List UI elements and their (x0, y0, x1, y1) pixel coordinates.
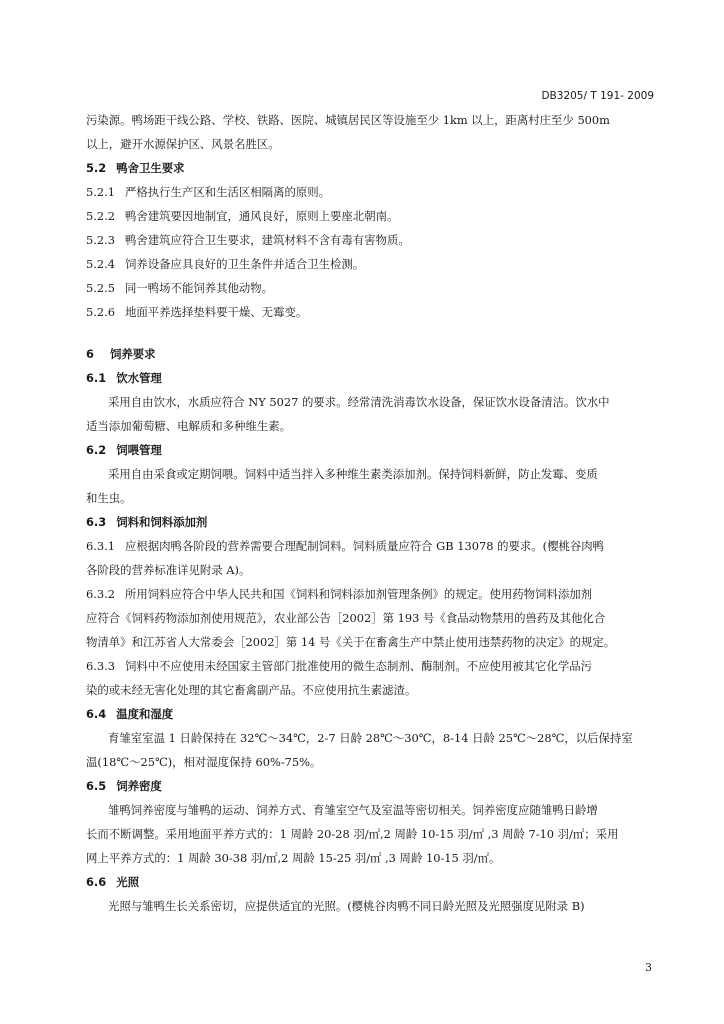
clause-number: 5.2.1 (86, 185, 115, 199)
clause-text: 温度和湿度 (116, 707, 174, 721)
clause-text: 应根据肉鸭各阶段的营养需要合理配制饲料。饲料质量应符合 GB 13078 的要求。(樱桃谷肉鸭 (124, 539, 605, 553)
clause-text: 饲料和饲料添加剂 (116, 515, 208, 529)
clause-text: 育雏室室温 1 日龄保持在 32℃～34℃，2-7 日龄 28℃～30℃，8-14 日龄 25℃～28℃，以后保持室 (108, 731, 633, 745)
clause-text: 鸭舍建筑应符合卫生要求，建筑材料不含有毒有害物质。 (124, 233, 410, 247)
subsection-heading (86, 370, 656, 386)
clause-number: 6.2 (86, 443, 107, 457)
section-heading (86, 346, 656, 362)
body-text-line (86, 730, 656, 746)
body-text-line (86, 826, 656, 842)
clause-item (86, 658, 656, 674)
clause-number: 5.2.3 (86, 233, 115, 247)
body-text-line (86, 898, 656, 914)
body-text-line (86, 610, 656, 626)
subsection-heading (86, 778, 656, 794)
body-text-line (86, 850, 656, 866)
clause-number: 5.2.5 (86, 281, 115, 295)
subsection-heading (86, 874, 656, 890)
document-id-header: DB3205/ T 191- 2009 (541, 90, 654, 102)
clause-text: 鸭舍建筑要因地制宜，通风良好，原则上要座北朝南。 (124, 209, 399, 223)
clause-text: 所用饲料应符合中华人民共和国《饲料和饲料添加剂管理条例》的规定。使用药物饲料添加剂 (124, 587, 593, 601)
clause-text: 适当添加葡萄糖、电解质和多种维生素。 (86, 419, 292, 433)
clause-number: 5.2.4 (86, 257, 115, 271)
clause-text: 温(18℃～25℃)，相对湿度保持 60%-75%。 (86, 755, 322, 769)
body-text-line (86, 682, 656, 698)
body-text-line (86, 562, 656, 578)
body-text-line (86, 466, 656, 482)
clause-text: 饲养设备应具良好的卫生条件并适合卫生检测。 (124, 257, 365, 271)
body-text-line (86, 802, 656, 818)
body-text-line (86, 136, 656, 152)
body-text-line (86, 418, 656, 434)
clause-text: 饲喂管理 (116, 443, 162, 457)
clause-item (86, 304, 656, 320)
body-text-line (86, 394, 656, 410)
clause-text: 污染源。鸭场距干线公路、学校、铁路、医院、城镇居民区等设施至少 1km 以上，距离村庄至少 500m (86, 113, 610, 127)
clause-text: 以上，避开水源保护区、风景名胜区。 (86, 137, 280, 151)
clause-number: 5.2.2 (86, 209, 115, 223)
clause-number: 6.3 (86, 515, 107, 529)
clause-number: 5.2 (86, 161, 107, 175)
clause-text: 饮水管理 (116, 371, 162, 385)
clause-item (86, 208, 656, 224)
clause-text: 应符合《饲料药物添加剂使用规范》，农业部公告［2002］第 193 号《食品动物禁用的兽药及其他化合 (86, 611, 606, 625)
clause-item (86, 538, 656, 554)
clause-text: 同一鸭场不能饲养其他动物。 (124, 281, 274, 295)
clause-text: 鸭舍卫生要求 (116, 161, 185, 175)
clause-text: 光照 (116, 875, 139, 889)
body-text-line (86, 112, 656, 128)
subsection-heading (86, 160, 656, 176)
clause-text: 饲养要求 (109, 347, 156, 361)
clause-text: 染的或未经无害化处理的其它畜禽副产品。不应使用抗生素滤渣。 (86, 683, 417, 697)
clause-text: 和生虫。 (86, 491, 132, 505)
clause-text: 长而不断调整。采用地面平养方式的：1 周龄 20-28 羽/㎡,2 周龄 10-15 羽/㎡ ,3 周龄 7-10 羽/㎡；采用 (86, 827, 619, 841)
clause-number: 6.3.1 (86, 539, 115, 553)
clause-number: 6 (86, 347, 94, 361)
clause-number: 6.4 (86, 707, 107, 721)
clause-item (86, 280, 656, 296)
clause-item (86, 232, 656, 248)
body-text-line (86, 490, 656, 506)
page-number: 3 (645, 961, 652, 974)
clause-text: 各阶段的营养标准详见附录 A)。 (86, 563, 251, 577)
subsection-heading (86, 442, 656, 458)
clause-text: 光照与雏鸭生长关系密切，应提供适宜的光照。(樱桃谷肉鸭不同日龄光照及光照强度见附录 B) (108, 899, 585, 913)
clause-text: 物清单》和江苏省人大常委会［2002］第 14 号《关于在畜禽生产中禁止使用违禁药物的决定》的规定。 (86, 635, 616, 649)
clause-text: 严格执行生产区和生活区相隔离的原则。 (124, 185, 331, 199)
clause-item (86, 586, 656, 602)
clause-number: 6.3.2 (86, 587, 115, 601)
body-text-line (86, 634, 656, 650)
body-text-line (86, 754, 656, 770)
clause-text: 网上平养方式的：1 周龄 30-38 羽/㎡,2 周龄 15-25 羽/㎡ ,3 周龄 10-15 羽/㎡。 (86, 851, 501, 865)
clause-text: 地面平养选择垫料要干燥、无霉变。 (124, 305, 308, 319)
clause-text: 采用自由采食或定期饲喂。饲料中适当拌入多种维生素类添加剂。保持饲料新鲜，防止发霉、变质 (108, 467, 598, 481)
clause-text: 饲养密度 (116, 779, 162, 793)
clause-number: 6.1 (86, 371, 107, 385)
clause-number: 5.2.6 (86, 305, 115, 319)
clause-number: 6.6 (86, 875, 107, 889)
subsection-heading (86, 706, 656, 722)
clause-text: 饲料中不应使用未经国家主管部门批准使用的微生态制剂、酶制剂。不应使用被其它化学品污 (124, 659, 593, 673)
clause-number: 6.5 (86, 779, 107, 793)
clause-text: 采用自由饮水，水质应符合 NY 5027 的要求。经常清洗消毒饮水设备，保证饮水设备清洁。饮水中 (108, 395, 610, 409)
clause-item (86, 184, 656, 200)
subsection-heading (86, 514, 656, 530)
clause-item (86, 256, 656, 272)
clause-text: 雏鸭饲养密度与雏鸭的运动、饲养方式、育雏室空气及室温等密切相关。饲养密度应随雏鸭日龄增 (108, 803, 598, 817)
clause-number: 6.3.3 (86, 659, 115, 673)
